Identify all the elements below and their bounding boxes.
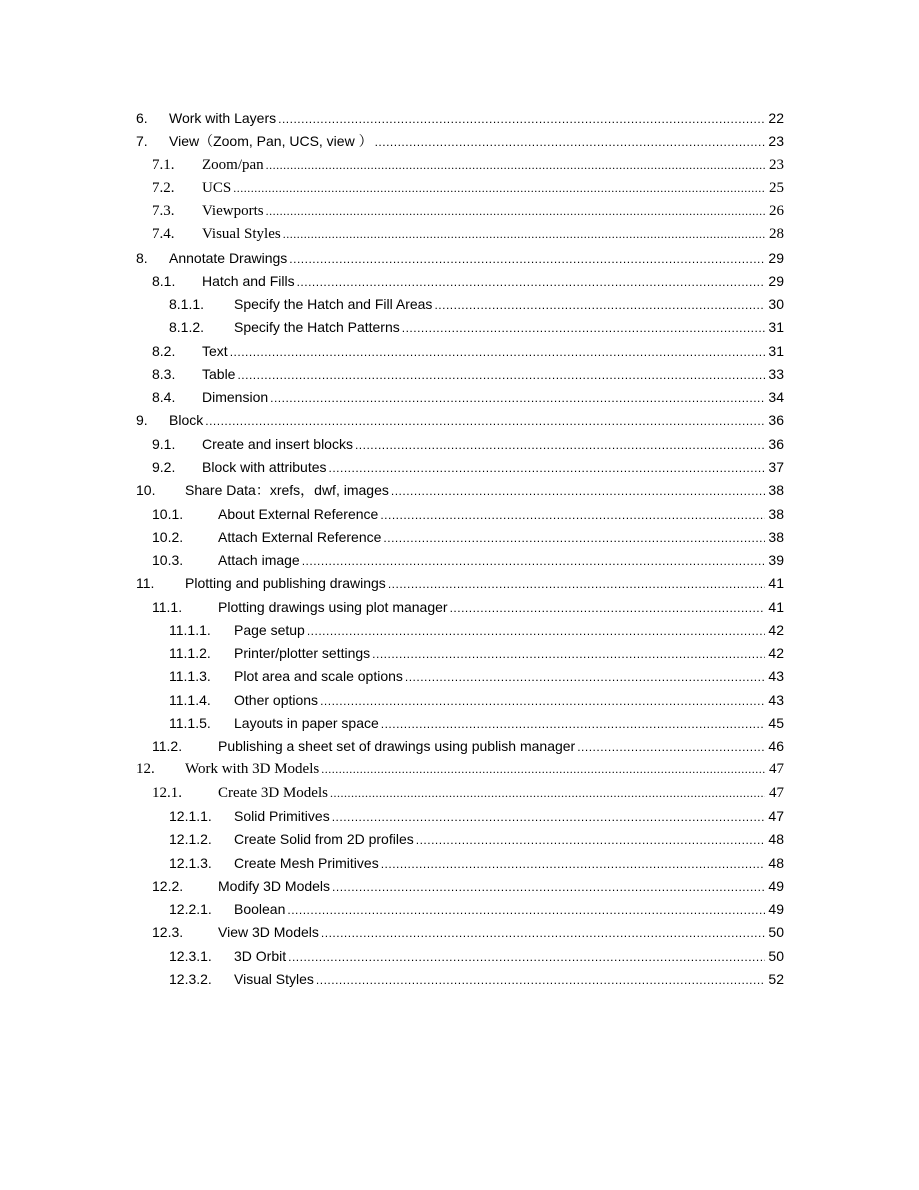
toc-dot-leader [270,387,765,410]
toc-entry-title: Visual Styles [234,970,314,987]
toc-entry-number: 11.2. [152,738,183,755]
toc-entry-number: 10.3. [152,552,184,569]
toc-entry-number: 6. [136,110,148,126]
toc-entry[interactable] [136,735,784,758]
toc-dot-leader [205,410,765,433]
toc-entry[interactable] [136,712,784,735]
toc-entry-page-number: 25 [769,179,784,196]
toc-entry-number: 9. [136,412,148,429]
toc-entry-title: Block [169,412,204,429]
toc-dot-leader [402,317,765,340]
toc-entry-number: 12.1.1. [169,807,212,824]
toc-entry[interactable] [136,316,784,339]
toc-entry-page-number: 36 [768,412,784,429]
toc-entry-title: Create 3D Models [218,784,328,801]
toc-dot-leader [355,434,765,457]
toc-entry-title: Table [202,365,236,382]
toc-entry-number: 12.1.3. [169,854,212,871]
toc-entry-page-number: 31 [768,319,784,336]
toc-dot-leader [381,853,765,876]
toc-dot-leader [380,504,765,527]
toc-entry-number: 7.4. [152,226,175,243]
toc-entry[interactable] [136,247,784,270]
toc-entry-page-number: 42 [768,621,784,638]
toc-entry-title: Specify the Hatch and Fill Areas [234,296,433,313]
toc-dot-leader [332,876,765,899]
toc-entry[interactable] [136,433,784,456]
toc-entry-number: 8.4. [152,389,176,406]
toc-entry-page-number: 28 [769,226,784,243]
toc-dot-leader [233,177,765,200]
toc-entry-number: 9.2. [152,458,176,475]
toc-dot-leader [329,457,766,480]
toc-entry-number: 12. [136,761,155,778]
toc-dot-leader [266,200,765,223]
toc-entry-page-number: 23 [769,156,784,173]
toc-entry-page-number: 46 [768,738,784,755]
toc-entry[interactable] [136,828,784,851]
toc-entry[interactable] [136,177,784,200]
toc-entry-title: Attach External Reference [218,528,382,545]
toc-entry-number: 12.3. [152,924,184,941]
toc-entry[interactable] [136,572,784,595]
toc-entry-title: Layouts in paper space [234,714,379,731]
toc-entry-number: 7.1. [152,156,175,173]
toc-dot-leader [288,946,765,969]
toc-entry[interactable] [136,642,784,665]
toc-entry-page-number: 47 [769,761,784,778]
toc-dot-leader [237,364,765,387]
toc-entry-title: 3D Orbit [234,947,287,964]
toc-entry[interactable] [136,549,784,572]
toc-entry-page-number: 39 [768,552,784,569]
toc-entry[interactable] [136,154,784,177]
toc-entry-page-number: 48 [768,831,784,848]
toc-dot-leader [450,597,765,620]
toc-entry-number: 10.2. [152,528,184,545]
toc-entry-title: Block with attributes [202,458,327,475]
toc-entry-page-number: 33 [768,365,784,382]
toc-entry-page-number: 50 [768,947,784,964]
toc-entry[interactable] [136,107,784,130]
toc-entry-page-number: 29 [768,272,784,289]
toc-entry-title: Dimension [202,389,269,406]
toc-entry[interactable] [136,758,784,781]
toc-entry[interactable] [136,409,784,432]
toc-entry[interactable] [136,805,784,828]
toc-dot-leader [375,131,765,154]
toc-entry-page-number: 38 [768,528,784,545]
toc-entry[interactable] [136,898,784,921]
toc-entry-title: Solid Primitives [234,807,330,824]
toc-entry[interactable] [136,968,784,991]
toc-entry-title: Create Solid from 2D profiles [234,831,414,848]
toc-entry-title: Zoom/pan [202,156,264,173]
toc-dot-leader [405,666,765,689]
toc-entry[interactable] [136,689,784,712]
toc-entry-number: 8. [136,249,148,266]
toc-entry-title: Plotting and publishing drawings [185,575,386,592]
toc-entry-page-number: 31 [768,342,784,359]
toc-entry-page-number: 43 [768,668,784,685]
toc-entry-title: Attach image [218,552,300,569]
toc-entry-page-number: 47 [769,784,784,801]
toc-entry-page-number: 23 [768,133,784,150]
toc-entry-number: 8.1. [152,272,176,289]
toc-entry-number: 11.1.4. [169,691,211,708]
toc-dot-leader [297,271,765,294]
toc-dot-leader [321,922,765,945]
toc-dot-leader [316,969,765,992]
table-of-contents [136,107,784,991]
toc-entry-title: Page setup [234,621,305,638]
toc-entry-page-number: 37 [768,458,784,475]
toc-entry-title: Plot area and scale options [234,668,403,685]
toc-entry-title: Create and insert blocks [202,435,353,452]
toc-dot-leader [434,294,765,317]
toc-entry-page-number: 22 [768,110,784,126]
toc-dot-leader [381,713,765,736]
toc-entry-title: Share Data：xrefs，dwf, images [185,482,389,499]
toc-entry-number: 12.3.2. [169,970,212,987]
toc-entry-number: 12.1.2. [169,831,212,848]
toc-entry-page-number: 36 [768,435,784,452]
toc-entry-number: 11.1.5. [169,714,211,731]
toc-entry-page-number: 38 [768,505,784,522]
toc-entry-title: Viewports [202,203,264,220]
toc-dot-leader [391,480,765,503]
toc-dot-leader [266,154,765,177]
toc-entry-page-number: 38 [768,482,784,499]
toc-entry-title: Boolean [234,901,286,918]
toc-entry-number: 7.3. [152,203,175,220]
toc-entry-page-number: 49 [768,877,784,894]
toc-entry[interactable] [136,200,784,223]
toc-dot-leader [283,223,765,246]
toc-entry-title: Visual Styles [202,226,281,243]
toc-entry-number: 11. [136,575,155,592]
toc-entry-title: View 3D Models [218,924,319,941]
toc-dot-leader [332,806,765,829]
toc-entry[interactable] [136,340,784,363]
toc-entry-number: 8.1.1. [169,296,205,313]
toc-entry-number: 7. [136,133,148,150]
toc-entry[interactable] [136,456,784,479]
toc-entry-number: 8.2. [152,342,176,359]
toc-entry-title: Publishing a sheet set of drawings using publish manager [218,738,576,755]
toc-entry-title: Specify the Hatch Patterns [234,319,400,336]
toc-entry[interactable] [136,665,784,688]
toc-dot-leader [383,527,765,550]
toc-entry-number: 10. [136,482,156,499]
toc-entry[interactable] [136,293,784,316]
toc-entry-number: 12.3.1. [169,947,212,964]
toc-entry[interactable] [136,479,784,502]
toc-entry-page-number: 26 [769,203,784,220]
toc-entry-number: 11.1. [152,598,183,615]
toc-entry-number: 12.2.1. [169,901,212,918]
toc-entry[interactable] [136,619,784,642]
toc-entry[interactable] [136,875,784,898]
toc-entry-page-number: 50 [768,924,784,941]
toc-entry[interactable] [136,503,784,526]
toc-entry-page-number: 41 [768,598,784,615]
toc-entry[interactable] [136,921,784,944]
toc-entry-number: 8.1.2. [169,319,205,336]
toc-entry-title: View（Zoom, Pan, UCS, view ） [169,133,373,150]
toc-entry[interactable] [136,363,784,386]
toc-entry-number: 11.1.3. [169,668,211,685]
toc-entry-title: Printer/plotter settings [234,645,371,662]
toc-entry-title: Hatch and Fills [202,272,295,289]
toc-entry[interactable] [136,782,784,805]
toc-dot-leader [302,550,765,573]
toc-entry-page-number: 30 [768,296,784,313]
toc-entry-title: Work with Layers [169,110,277,126]
toc-entry-page-number: 42 [768,645,784,662]
toc-entry-number: 12.2. [152,877,184,894]
toc-entry-number: 8.3. [152,365,176,382]
toc-dot-leader [321,758,765,781]
toc-entry-page-number: 45 [768,714,784,731]
toc-entry-number: 10.1. [152,505,184,522]
toc-entry-title: About External Reference [218,505,379,522]
toc-entry[interactable] [136,223,784,246]
toc-dot-leader [416,829,765,852]
toc-entry-page-number: 29 [768,249,784,266]
toc-entry[interactable] [136,945,784,968]
toc-entry-page-number: 52 [768,970,784,987]
toc-dot-leader [320,690,765,713]
toc-dot-leader [278,108,765,131]
toc-entry[interactable] [136,270,784,293]
toc-entry-number: 12.1. [152,784,182,801]
toc-entry[interactable] [136,852,784,875]
toc-entry-number: 11.1.2. [169,645,211,662]
toc-entry-page-number: 47 [768,807,784,824]
toc-entry[interactable] [136,596,784,619]
toc-entry-title: UCS [202,179,232,196]
toc-dot-leader [287,899,765,922]
toc-dot-leader [388,573,765,596]
toc-entry-title: Create Mesh Primitives [234,854,379,871]
toc-entry-page-number: 48 [768,854,784,871]
toc-entry[interactable] [136,130,784,153]
toc-entry-page-number: 49 [768,901,784,918]
toc-entry-number: 11.1.1. [169,621,211,638]
toc-dot-leader [289,248,765,271]
toc-entry[interactable] [136,386,784,409]
toc-dot-leader [330,782,765,805]
toc-entry-title: Modify 3D Models [218,877,331,894]
toc-dot-leader [307,620,765,643]
toc-entry-number: 9.1. [152,435,176,452]
toc-entry-title: Text [202,342,228,359]
toc-entry-page-number: 34 [768,389,784,406]
toc-entry-title: Plotting drawings using plot manager [218,598,448,615]
toc-dot-leader [372,643,765,666]
toc-entry-number: 7.2. [152,179,175,196]
toc-dot-leader [230,341,765,364]
toc-dot-leader [577,736,765,759]
toc-entry-title: Work with 3D Models [185,761,320,778]
toc-entry-page-number: 41 [768,575,784,592]
toc-entry-title: Other options [234,691,319,708]
toc-entry[interactable] [136,526,784,549]
toc-entry-page-number: 43 [768,691,784,708]
toc-entry-title: Annotate Drawings [169,249,288,266]
